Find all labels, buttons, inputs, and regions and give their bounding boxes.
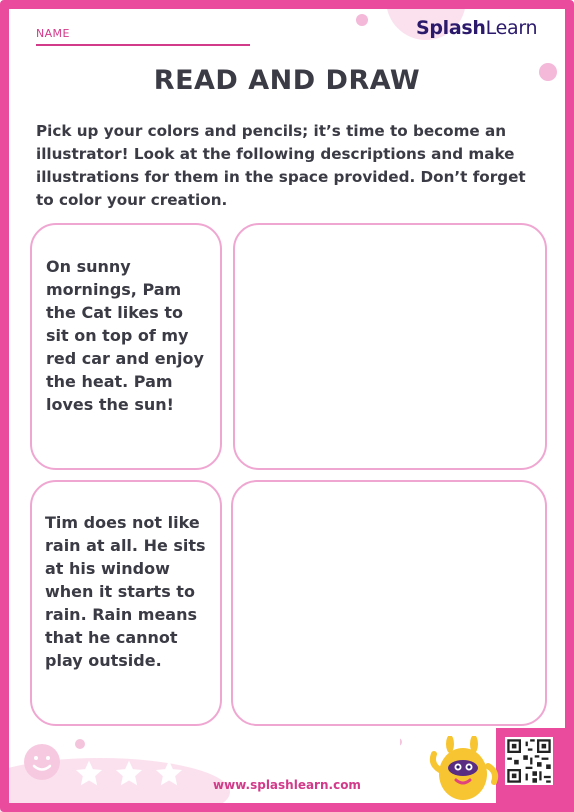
footer-url[interactable]: www.splashlearn.com bbox=[213, 778, 361, 792]
story-text-2: Tim does not like rain at all. He sits at his window when it starts to rain. Rain means that he cannot play outside. bbox=[45, 513, 206, 670]
mascot-icon bbox=[428, 736, 500, 804]
story-text-1: On sunny mornings, Pam the Cat likes to sit on top of my red car and enjoy the heat. Pam loves the sun! bbox=[46, 257, 204, 414]
smiley-icon bbox=[22, 742, 62, 782]
name-label: NAME bbox=[36, 27, 70, 40]
splashlearn-logo bbox=[416, 17, 537, 39]
instructions-text: Pick up your colors and pencils; it’s time to become an illustrator! Look at the following descriptions and make illustrations for them in the space provided. Don’t forget to color your creation. bbox=[36, 122, 526, 209]
drawing-area-1[interactable] bbox=[233, 223, 547, 470]
name-field-line[interactable] bbox=[36, 44, 250, 46]
drawing-area-2[interactable] bbox=[231, 480, 547, 726]
logo-text-splash: Splash bbox=[416, 17, 486, 39]
logo-text-learn: Learn bbox=[485, 17, 538, 39]
page-title: READ AND DRAW bbox=[153, 65, 421, 96]
